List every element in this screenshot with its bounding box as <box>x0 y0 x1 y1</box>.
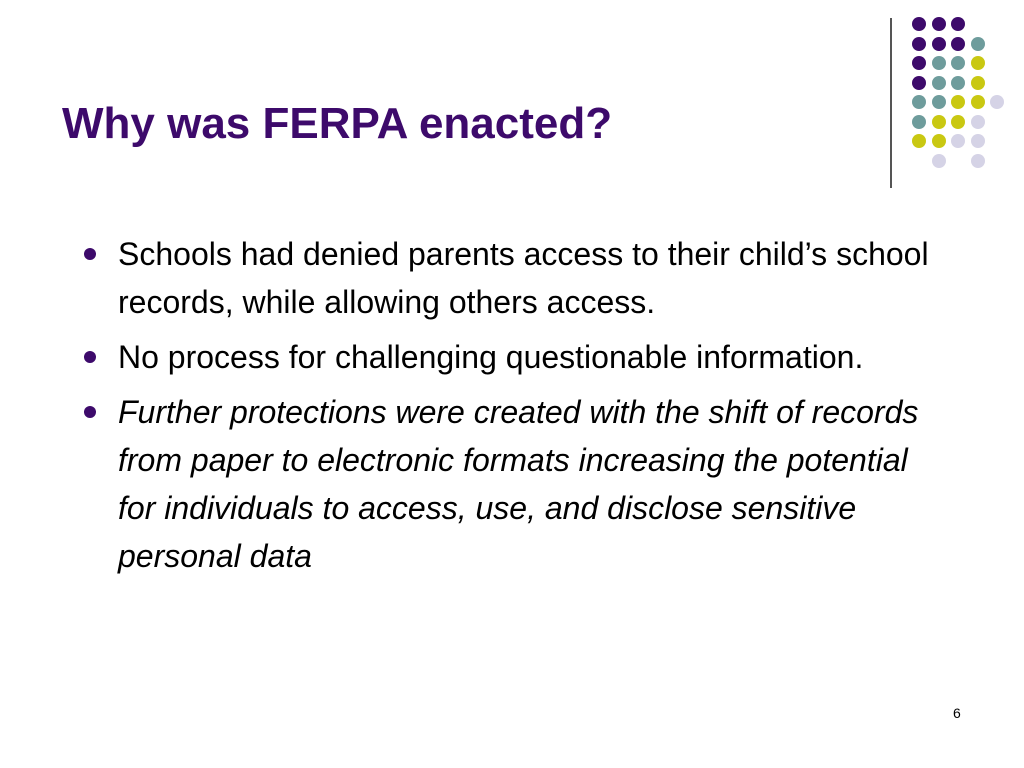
decorative-dot <box>951 76 965 90</box>
decorative-dot <box>951 37 965 51</box>
decorative-dot <box>951 95 965 109</box>
decorative-dot <box>951 56 965 70</box>
decorative-dot <box>971 76 985 90</box>
title-divider <box>890 18 892 188</box>
bullet-dot-icon <box>84 406 96 418</box>
bullet-dot-icon <box>84 351 96 363</box>
bullet-item <box>78 333 938 381</box>
bullet-item <box>78 230 938 326</box>
bullet-text: No process for challenging questionable information. <box>118 339 864 375</box>
decorative-dot <box>912 37 926 51</box>
decorative-dot <box>932 134 946 148</box>
decorative-dot <box>912 76 926 90</box>
decorative-dot <box>932 37 946 51</box>
decorative-dot <box>932 56 946 70</box>
bullet-text: Schools had denied parents access to their child’s school records, while allowing others access. <box>118 236 929 320</box>
decorative-dot <box>932 17 946 31</box>
bullet-text: Further protections were created with the shift of records from paper to electronic formats increasing the potential for individuals to access, use, and disclose sensitive personal data <box>118 394 919 574</box>
bullet-dot-icon <box>84 248 96 260</box>
slide-title: Why was FERPA enacted? <box>62 99 613 148</box>
decorative-dot <box>951 17 965 31</box>
decorative-dot <box>951 115 965 129</box>
decorative-dot <box>912 115 926 129</box>
decorative-dot <box>971 134 985 148</box>
bullet-list <box>78 230 938 587</box>
decorative-dot <box>971 56 985 70</box>
decorative-dot <box>912 95 926 109</box>
decorative-dot <box>932 115 946 129</box>
decorative-dot <box>912 56 926 70</box>
decorative-dot <box>912 134 926 148</box>
decorative-dot <box>932 76 946 90</box>
decorative-dot <box>912 17 926 31</box>
bullet-item <box>78 388 938 580</box>
decorative-dot <box>932 154 946 168</box>
decorative-dot <box>971 154 985 168</box>
decorative-dot <box>990 95 1004 109</box>
decorative-dot <box>971 95 985 109</box>
page-number: 6 <box>953 705 961 721</box>
decorative-dot <box>951 134 965 148</box>
decorative-dot <box>971 115 985 129</box>
decorative-dot <box>932 95 946 109</box>
decorative-dot <box>971 37 985 51</box>
